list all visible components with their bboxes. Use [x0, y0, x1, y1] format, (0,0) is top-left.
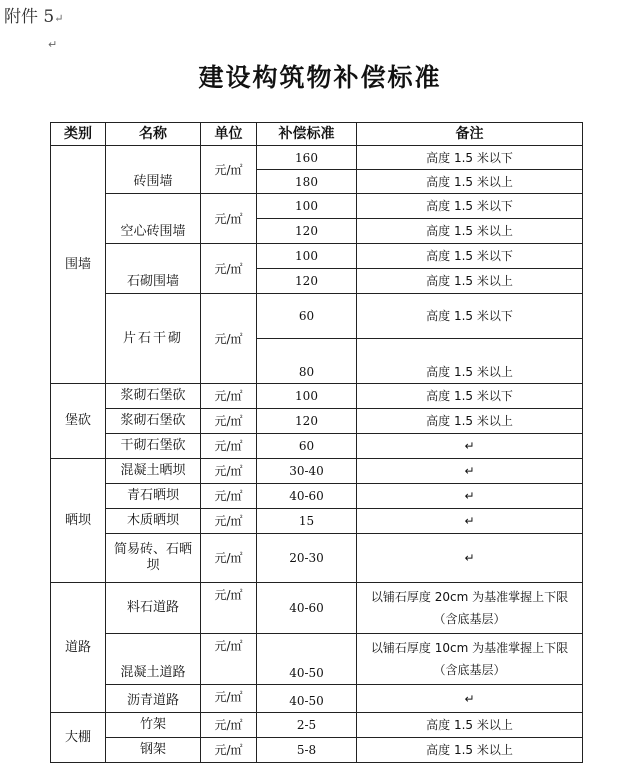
unit-cell: 元/㎡ [201, 534, 257, 583]
column-header: 补偿标准 [257, 123, 357, 146]
standard-cell: 20-30 [257, 534, 357, 583]
column-header: 备注 [357, 123, 583, 146]
note-cell: ↵ [357, 509, 583, 534]
table-row [51, 459, 583, 484]
note-cell: ↵ [357, 685, 583, 713]
standard-cell: 40-60 [257, 484, 357, 509]
unit-cell: 元/㎡ [201, 685, 257, 713]
note-cell: ↵ [357, 434, 583, 459]
note-cell: 高度 1.5 米以上 [357, 339, 583, 384]
note-cell: 高度 1.5 米以上 [357, 170, 583, 194]
standard-cell: 60 [257, 434, 357, 459]
standard-cell: 2-5 [257, 713, 357, 738]
note-cell: 高度 1.5 米以上 [357, 269, 583, 294]
standard-cell: 160 [257, 146, 357, 170]
note-cell: 高度 1.5 米以上 [357, 738, 583, 763]
name-cell: 木质晒坝 [106, 509, 201, 534]
standard-cell: 100 [257, 194, 357, 219]
name-cell: 混凝土晒坝 [106, 459, 201, 484]
standard-cell: 60 [257, 294, 357, 339]
unit-cell: 元/㎡ [201, 294, 257, 384]
category-cell: 晒坝 [51, 459, 106, 583]
unit-cell: 元/㎡ [201, 713, 257, 738]
unit-cell: 元/㎡ [201, 384, 257, 409]
table-row [51, 194, 583, 219]
table-row [51, 434, 583, 459]
table-row [51, 685, 583, 713]
note-cell: ↵ [357, 459, 583, 484]
note-cell: 高度 1.5 米以上 [357, 713, 583, 738]
table-header-row [51, 123, 583, 146]
unit-cell: 元/㎡ [201, 434, 257, 459]
unit-cell: 元/㎡ [201, 146, 257, 194]
table-row [51, 713, 583, 738]
name-cell: 干砌石堡砍 [106, 434, 201, 459]
standard-cell: 120 [257, 269, 357, 294]
note-cell: 高度 1.5 米以下 [357, 384, 583, 409]
name-cell: 料石道路 [106, 583, 201, 634]
name-cell: 浆砌石堡砍 [106, 384, 201, 409]
category-cell: 堡砍 [51, 384, 106, 459]
standard-cell: 40-50 [257, 685, 357, 713]
name-cell: 砖围墙 [106, 146, 201, 194]
attachment-label: 附件 5↵ [4, 7, 64, 27]
note-cell: 高度 1.5 米以下 [357, 146, 583, 170]
name-cell: 石砌围墙 [106, 244, 201, 294]
document-title: 建设构筑物补偿标准 [198, 63, 442, 92]
category-cell: 大棚 [51, 713, 106, 763]
note-cell: ↵ [357, 534, 583, 583]
category-cell: 围墙 [51, 146, 106, 384]
standard-cell: 100 [257, 244, 357, 269]
unit-cell: 元/㎡ [201, 484, 257, 509]
name-cell: 竹架 [106, 713, 201, 738]
name-cell: 片石干砌 [106, 294, 201, 384]
name-cell: 钢架 [106, 738, 201, 763]
note-cell: 高度 1.5 米以上 [357, 409, 583, 434]
note-cell: 以铺石厚度 20cm 为基准掌握上下限（含底基层） [357, 583, 583, 634]
standard-cell: 15 [257, 509, 357, 534]
column-header: 类别 [51, 123, 106, 146]
note-cell: 高度 1.5 米以下 [357, 244, 583, 269]
compensation-table [50, 122, 583, 763]
column-header: 单位 [201, 123, 257, 146]
unit-cell: 元/㎡ [201, 244, 257, 294]
standard-cell: 100 [257, 384, 357, 409]
standard-cell: 5-8 [257, 738, 357, 763]
name-cell: 混凝土道路 [106, 634, 201, 685]
table-row [51, 583, 583, 634]
unit-cell: 元/㎡ [201, 583, 257, 634]
table-row [51, 146, 583, 170]
paragraph-mark: ↵ [48, 38, 58, 51]
name-cell: 青石晒坝 [106, 484, 201, 509]
standard-cell: 120 [257, 219, 357, 244]
standard-cell: 180 [257, 170, 357, 194]
name-cell: 沥青道路 [106, 685, 201, 713]
category-cell: 道路 [51, 583, 106, 713]
table-row [51, 384, 583, 409]
table-row [51, 484, 583, 509]
table-row [51, 509, 583, 534]
table-row [51, 294, 583, 339]
table-row [51, 244, 583, 269]
table-row [51, 534, 583, 583]
note-cell: 以铺石厚度 10cm 为基准掌握上下限（含底基层） [357, 634, 583, 685]
note-cell: 高度 1.5 米以下 [357, 294, 583, 339]
note-cell: ↵ [357, 484, 583, 509]
column-header: 名称 [106, 123, 201, 146]
table-row [51, 738, 583, 763]
table-row [51, 634, 583, 685]
note-cell: 高度 1.5 米以下 [357, 194, 583, 219]
name-cell: 空心砖围墙 [106, 194, 201, 244]
name-cell: 简易砖、石晒坝 [106, 534, 201, 583]
standard-cell: 120 [257, 409, 357, 434]
note-cell: 高度 1.5 米以上 [357, 219, 583, 244]
standard-cell: 40-60 [257, 583, 357, 634]
unit-cell: 元/㎡ [201, 409, 257, 434]
unit-cell: 元/㎡ [201, 634, 257, 685]
unit-cell: 元/㎡ [201, 459, 257, 484]
unit-cell: 元/㎡ [201, 509, 257, 534]
standard-cell: 40-50 [257, 634, 357, 685]
standard-cell: 30-40 [257, 459, 357, 484]
table-row [51, 409, 583, 434]
unit-cell: 元/㎡ [201, 194, 257, 244]
standard-cell: 80 [257, 339, 357, 384]
unit-cell: 元/㎡ [201, 738, 257, 763]
name-cell: 浆砌石堡砍 [106, 409, 201, 434]
